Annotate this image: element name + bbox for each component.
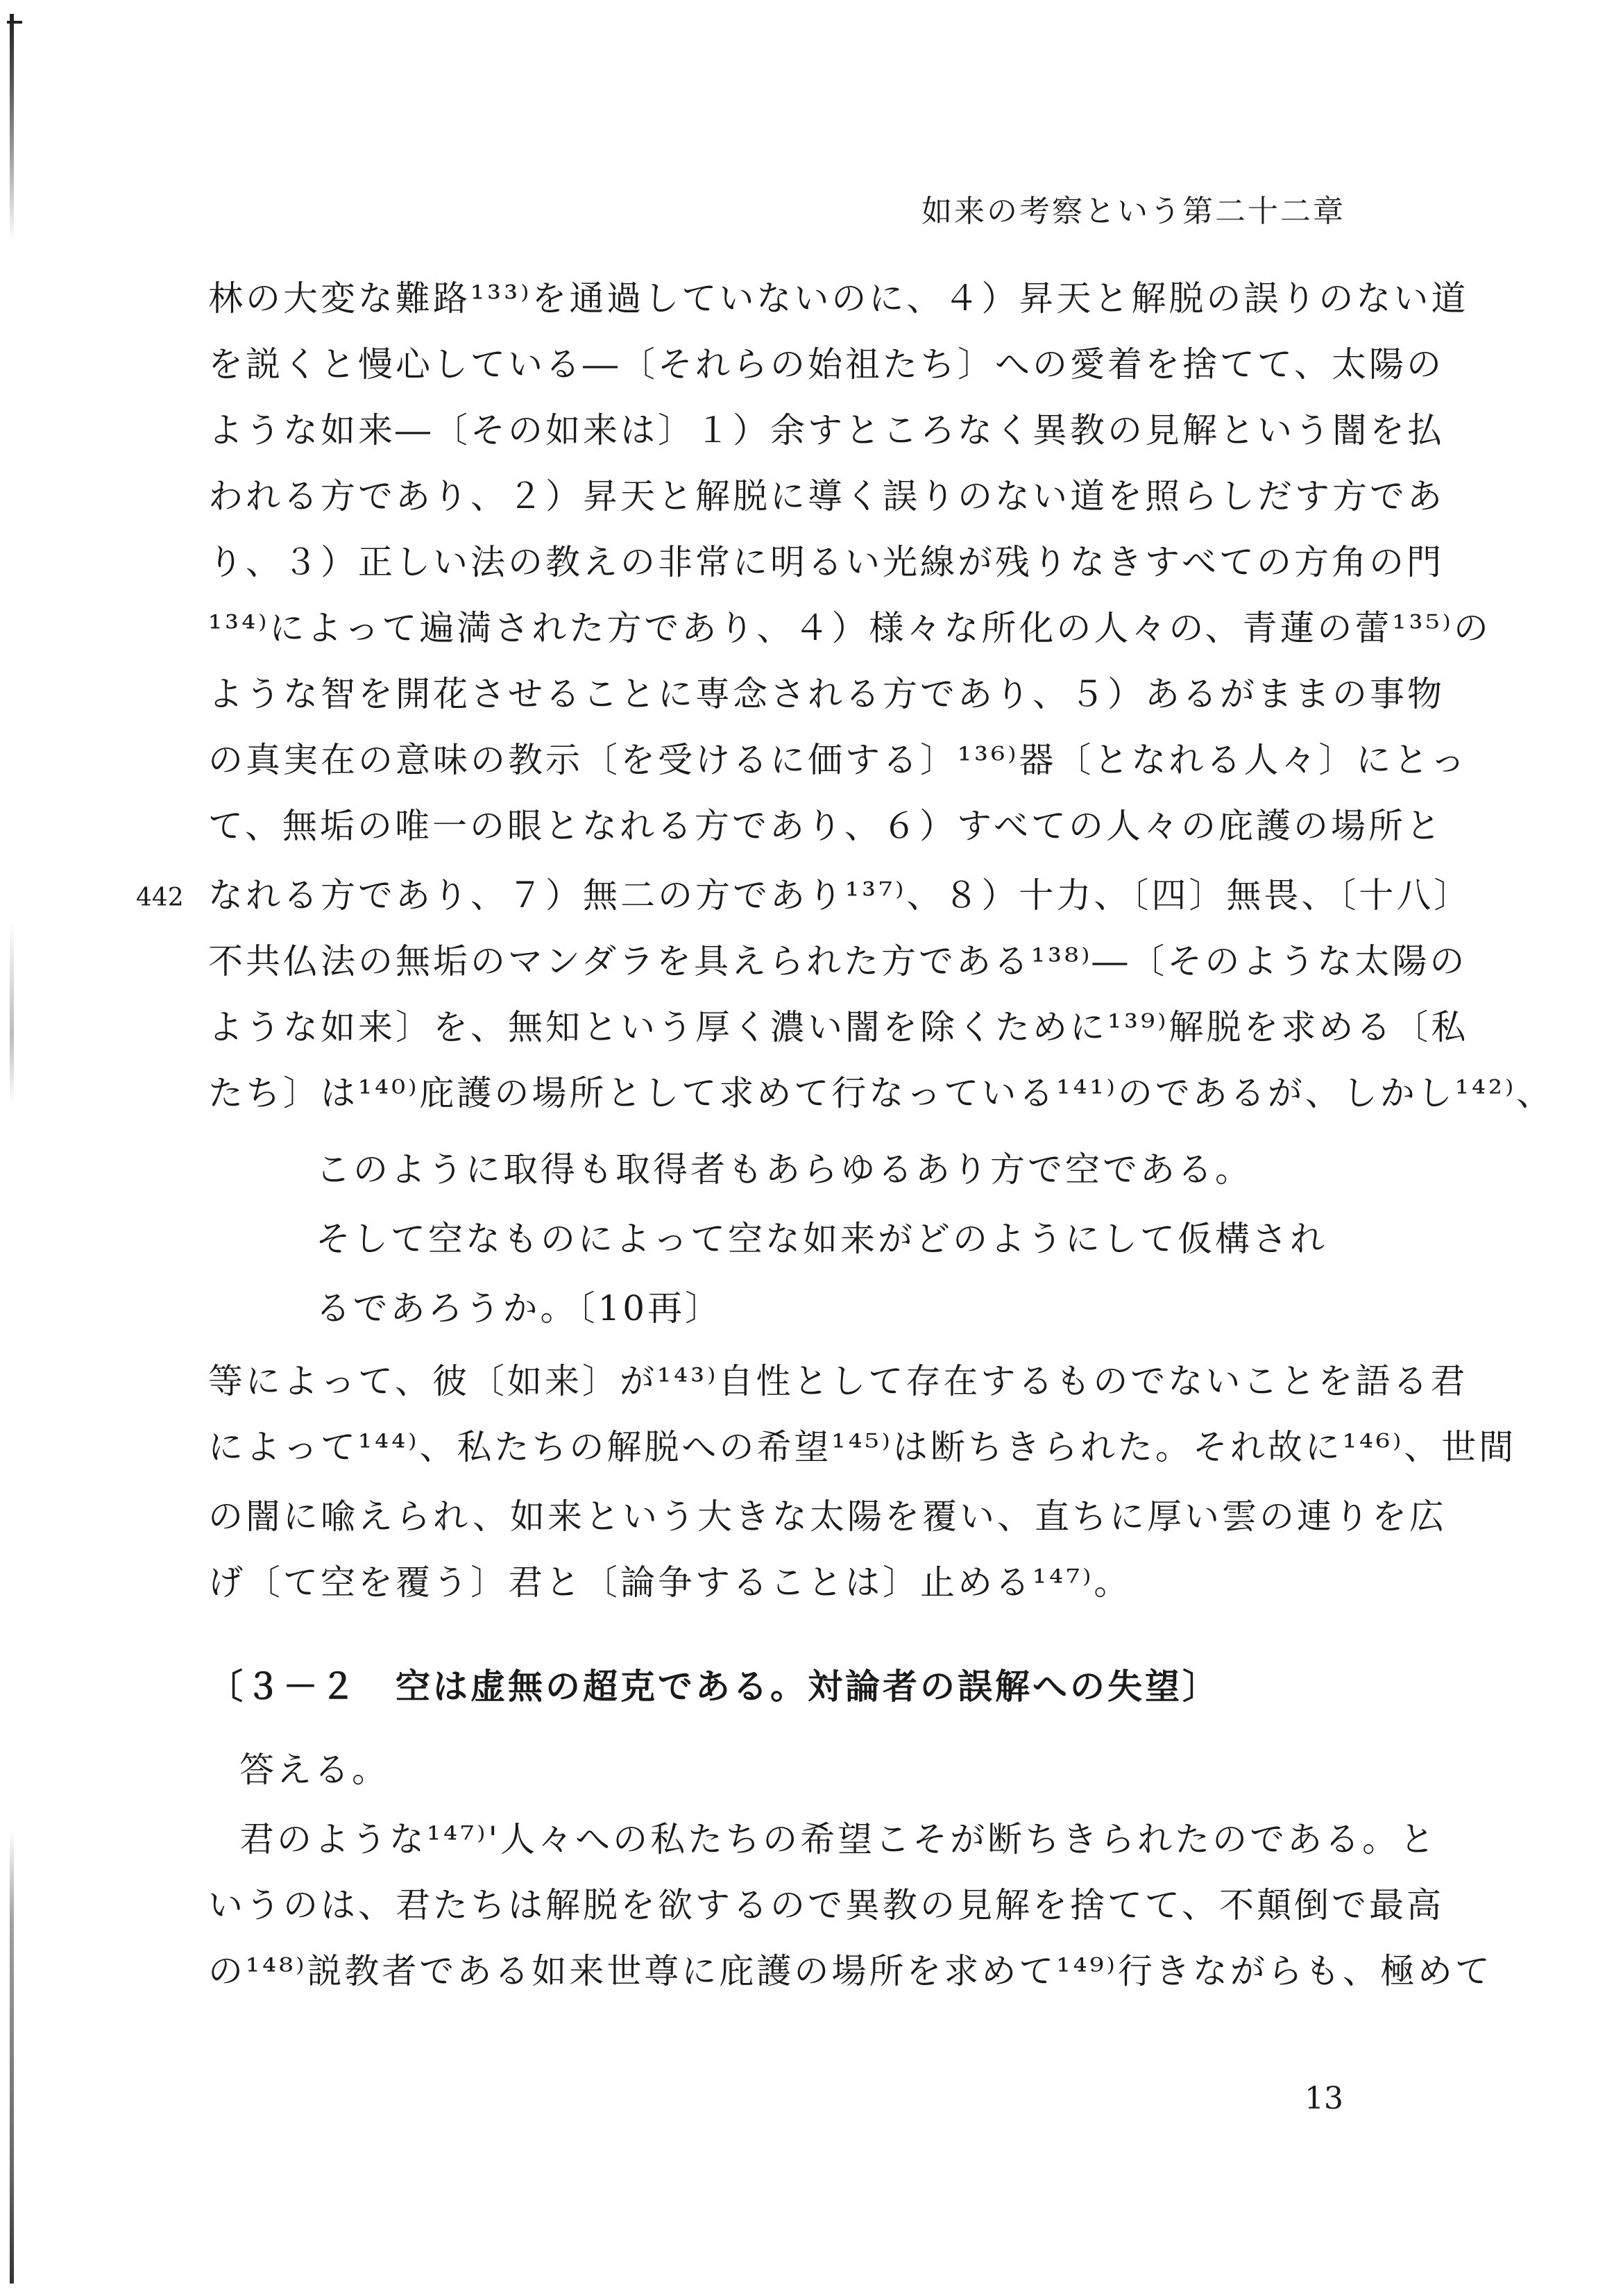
text-line: いうのは、君たちは解脱を欲するので異教の見解を捨てて、不顛倒で最高 (208, 1885, 1444, 1925)
verse-line: このように取得も取得者もあらゆるあり方で空である。 (316, 1149, 1252, 1190)
text-line: 答える。 (239, 1750, 389, 1790)
verse-line: るであろうか。〔10再〕 (316, 1288, 723, 1328)
text-line: たち〕は¹⁴⁰⁾庇護の場所として求めて行なっている¹⁴¹⁾のであるが、しかし¹⁴²⁾、 (208, 1073, 1554, 1113)
text-line: ような智を開花させることに専念される方であり、５）あるがままの事物 (208, 674, 1445, 714)
text-line: り、３）正しい法の教えの非常に明るい光線が残りなきすべての方角の門 (208, 542, 1444, 582)
text-line: 君のような¹⁴⁷⁾'人々への私たちの希望こそが断ちきられたのである。と (239, 1819, 1438, 1859)
text-line: 不共仏法の無垢のマンダラを具えられた方である¹³⁸⁾―〔そのような太陽の (208, 941, 1468, 981)
text-line: げ〔て空を覆う〕君と〔論争することは〕止める¹⁴⁷⁾。 (208, 1562, 1132, 1603)
page-number: 13 (1305, 2081, 1343, 2116)
text-line: 林の大変な難路¹³³⁾を通過していないのに、４）昇天と解脱の誤りのない道 (208, 278, 1469, 319)
running-head: 如来の考察という第二十二章 (921, 194, 1345, 229)
text-line: なれる方であり、７）無二の方であり¹³⁷⁾、８）十力、〔四〕無畏、〔十八〕 (208, 875, 1472, 915)
text-line: ような如来―〔その如来は〕１）余すところなく異教の見解という闇を払 (208, 410, 1445, 450)
text-line: ¹³⁴⁾によって遍満された方であり、４）様々な所化の人々の、青蓮の蕾¹³⁵⁾の (208, 608, 1491, 648)
text-line: て、無垢の唯一の眼となれる方であり、６）すべての人々の庇護の場所と (208, 806, 1443, 846)
text-line: ような如来〕を、無知という厚く濃い闇を除くために¹³⁹⁾解脱を求める〔私 (208, 1007, 1469, 1047)
text-line: によって¹⁴⁴⁾、私たちの解脱への希望¹⁴⁵⁾は断ちきられた。それ故に¹⁴⁶⁾、世間 (208, 1427, 1517, 1467)
text-line: の闇に喩えられ、如来という大きな太陽を覆い、直ちに厚い雲の連りを広 (208, 1496, 1447, 1537)
section-heading: 〔３－２ 空は虚無の超克である。対論者の誤解への失望〕 (208, 1666, 1220, 1707)
text-line: を説くと慢心している―〔それらの始祖たち〕への愛着を捨てて、太陽の (208, 344, 1444, 385)
text-line: 等によって、彼〔如来〕が¹⁴³⁾自性として存在するものでないことを語る君 (208, 1361, 1468, 1401)
verse-line: そして空なものによって空な如来がどのようにして仮構され (316, 1219, 1327, 1259)
scan-corner-mark (7, 21, 22, 24)
text-line: の真実在の意味の教示〔を受けるに価する〕¹³⁶⁾器〔となれる人々〕にとっ (208, 740, 1468, 780)
margin-line-number: 442 (136, 884, 184, 912)
text-line: われる方であり、２）昇天と解脱に導く誤りのない道を照らしだす方であ (208, 476, 1445, 516)
text-line: の¹⁴⁸⁾説教者である如来世尊に庇護の場所を求めて¹⁴⁹⁾行きながらも、極めて (208, 1951, 1493, 1991)
scan-edge-shadow (10, 14, 14, 2284)
